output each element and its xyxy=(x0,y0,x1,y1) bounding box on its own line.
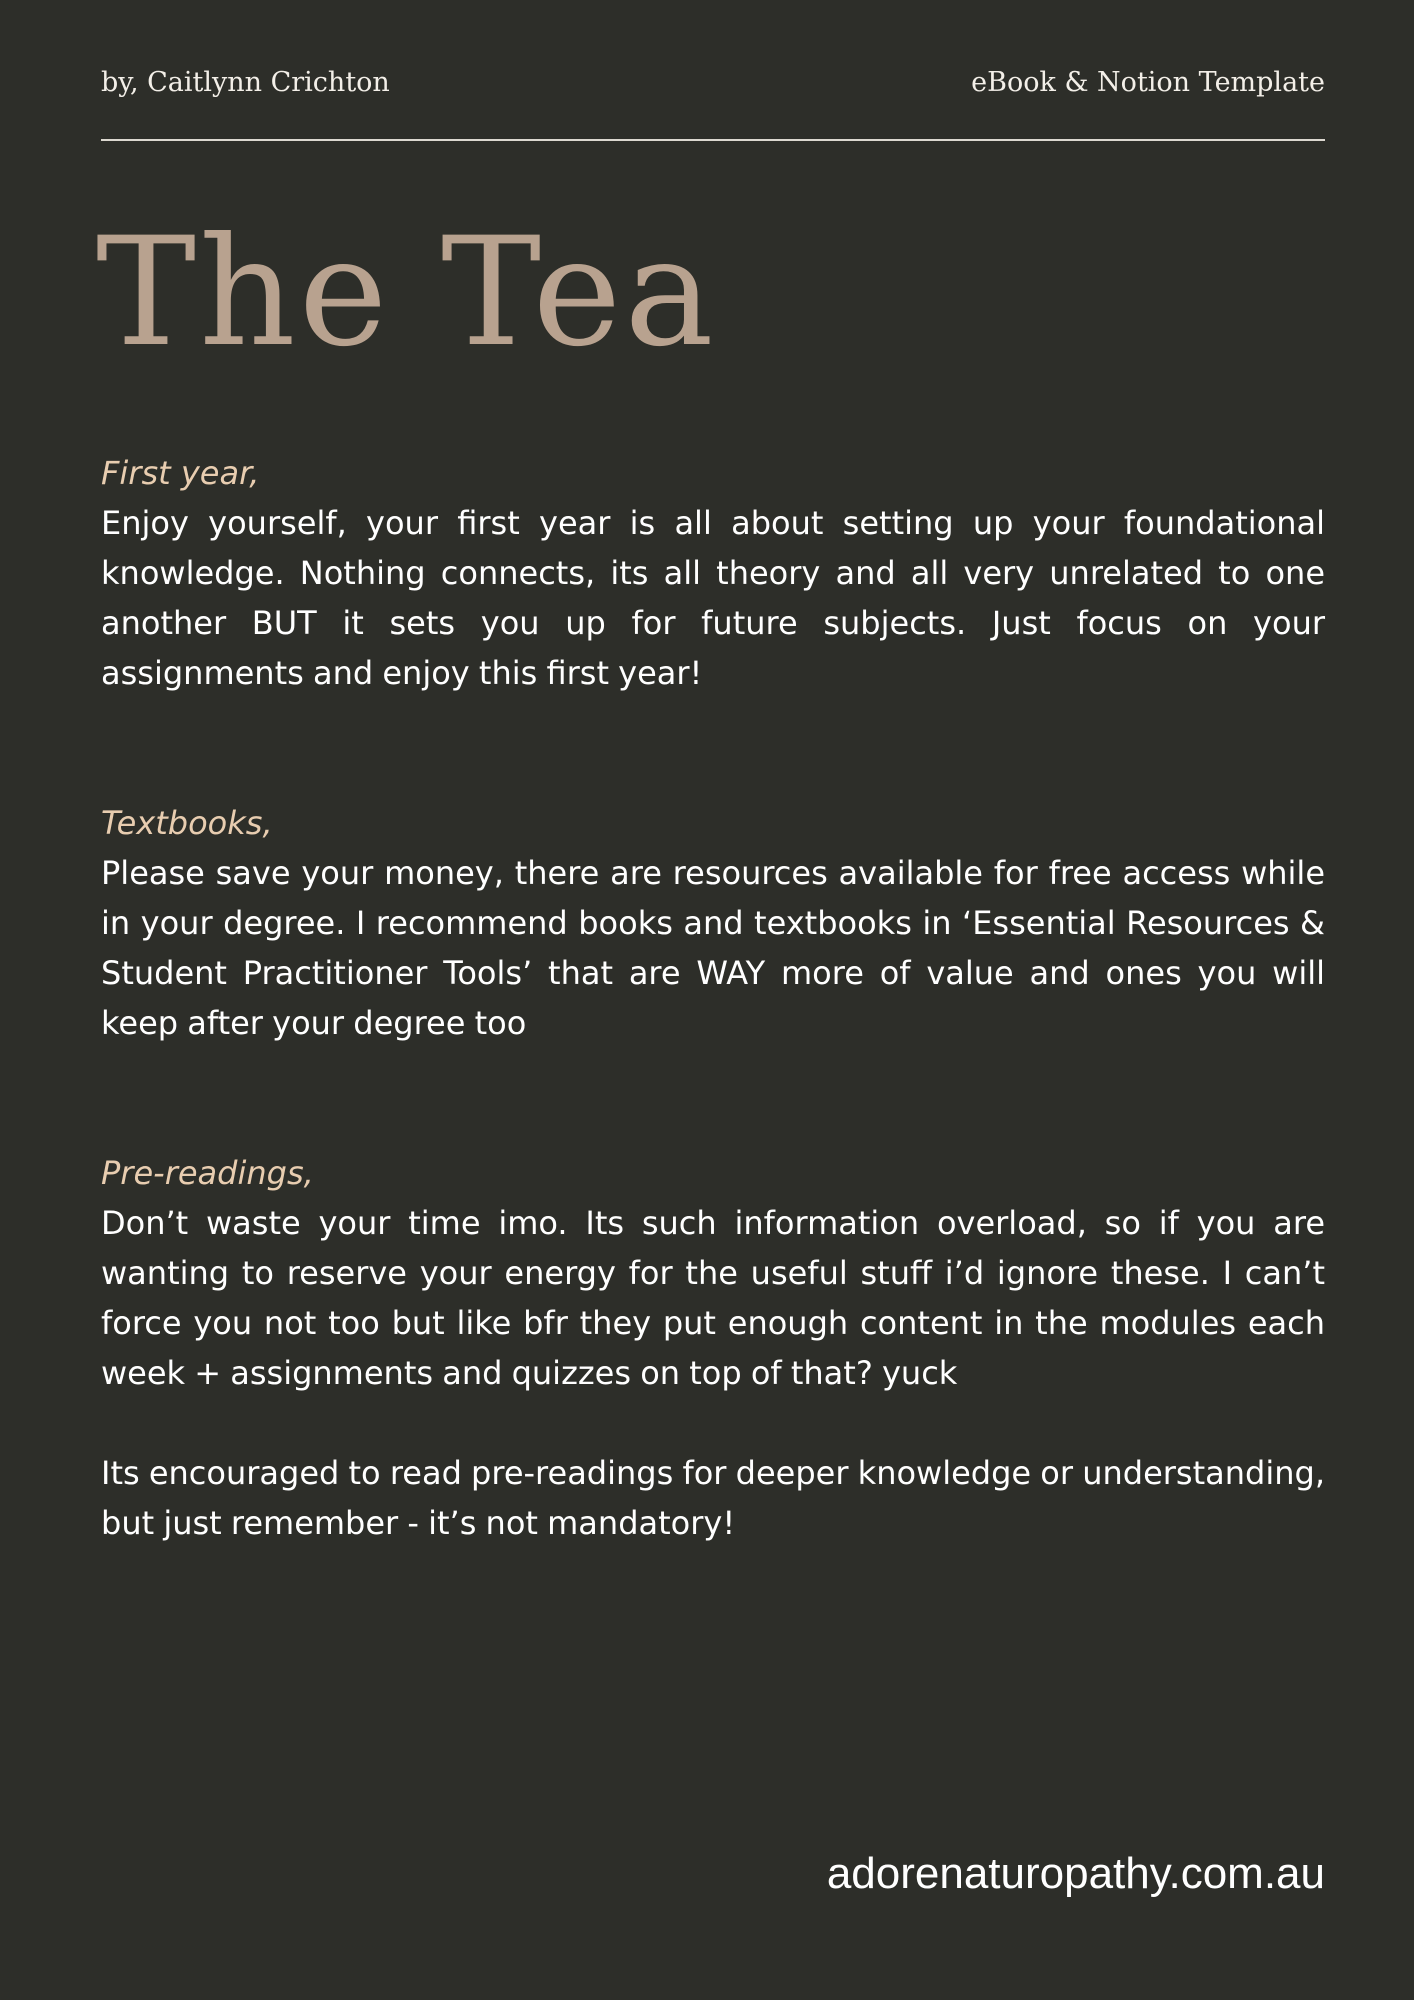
section-pre-readings xyxy=(101,1148,1325,1548)
section-paragraph: Enjoy yourself, your first year is all about setting up your foundational knowledge. Nothing connects, its all theory and all very unrelated to one another BUT it sets you up for future subjects. Just focus on your assignments and enjoy this first year! xyxy=(101,504,1325,692)
section-heading: Textbooks, xyxy=(101,804,273,842)
section-spacer xyxy=(101,698,1325,798)
section-paragraph: Don’t waste your time imo. Its such information overload, so if you are wanting to reserve your energy for the useful stuff i’d ignore these. I can’t force you not too but like bfr they put enough content in the modules each week + assignments and quizzes on top of that? yuck xyxy=(101,1204,1325,1392)
section-heading: Pre-readings, xyxy=(101,1154,314,1192)
page-title: The Tea xyxy=(96,206,717,380)
product-label: eBook & Notion Template xyxy=(971,66,1325,98)
section-spacer xyxy=(101,1048,1325,1148)
author-byline: by, Caitlynn Crichton xyxy=(101,66,390,98)
main-content xyxy=(101,448,1325,1548)
section-textbooks xyxy=(101,798,1325,1048)
page-header xyxy=(101,62,1325,102)
section-heading: First year, xyxy=(101,454,260,492)
section-paragraph: Its encouraged to read pre-readings for deeper knowledge or understanding, but just remember - it’s not mandatory! xyxy=(101,1454,1325,1542)
header-divider xyxy=(101,139,1325,141)
section-paragraph: Please save your money, there are resources available for free access while in your degree. I recommend books and textbooks in ‘Essential Resources & Student Practitioner Tools’ that are WAY more of value and ones you will keep after your degree too xyxy=(101,854,1325,1042)
website-link[interactable]: adorenaturopathy.com.au xyxy=(826,1849,1325,1898)
section-first-year xyxy=(101,448,1325,698)
paragraph-spacer xyxy=(101,1398,1325,1448)
